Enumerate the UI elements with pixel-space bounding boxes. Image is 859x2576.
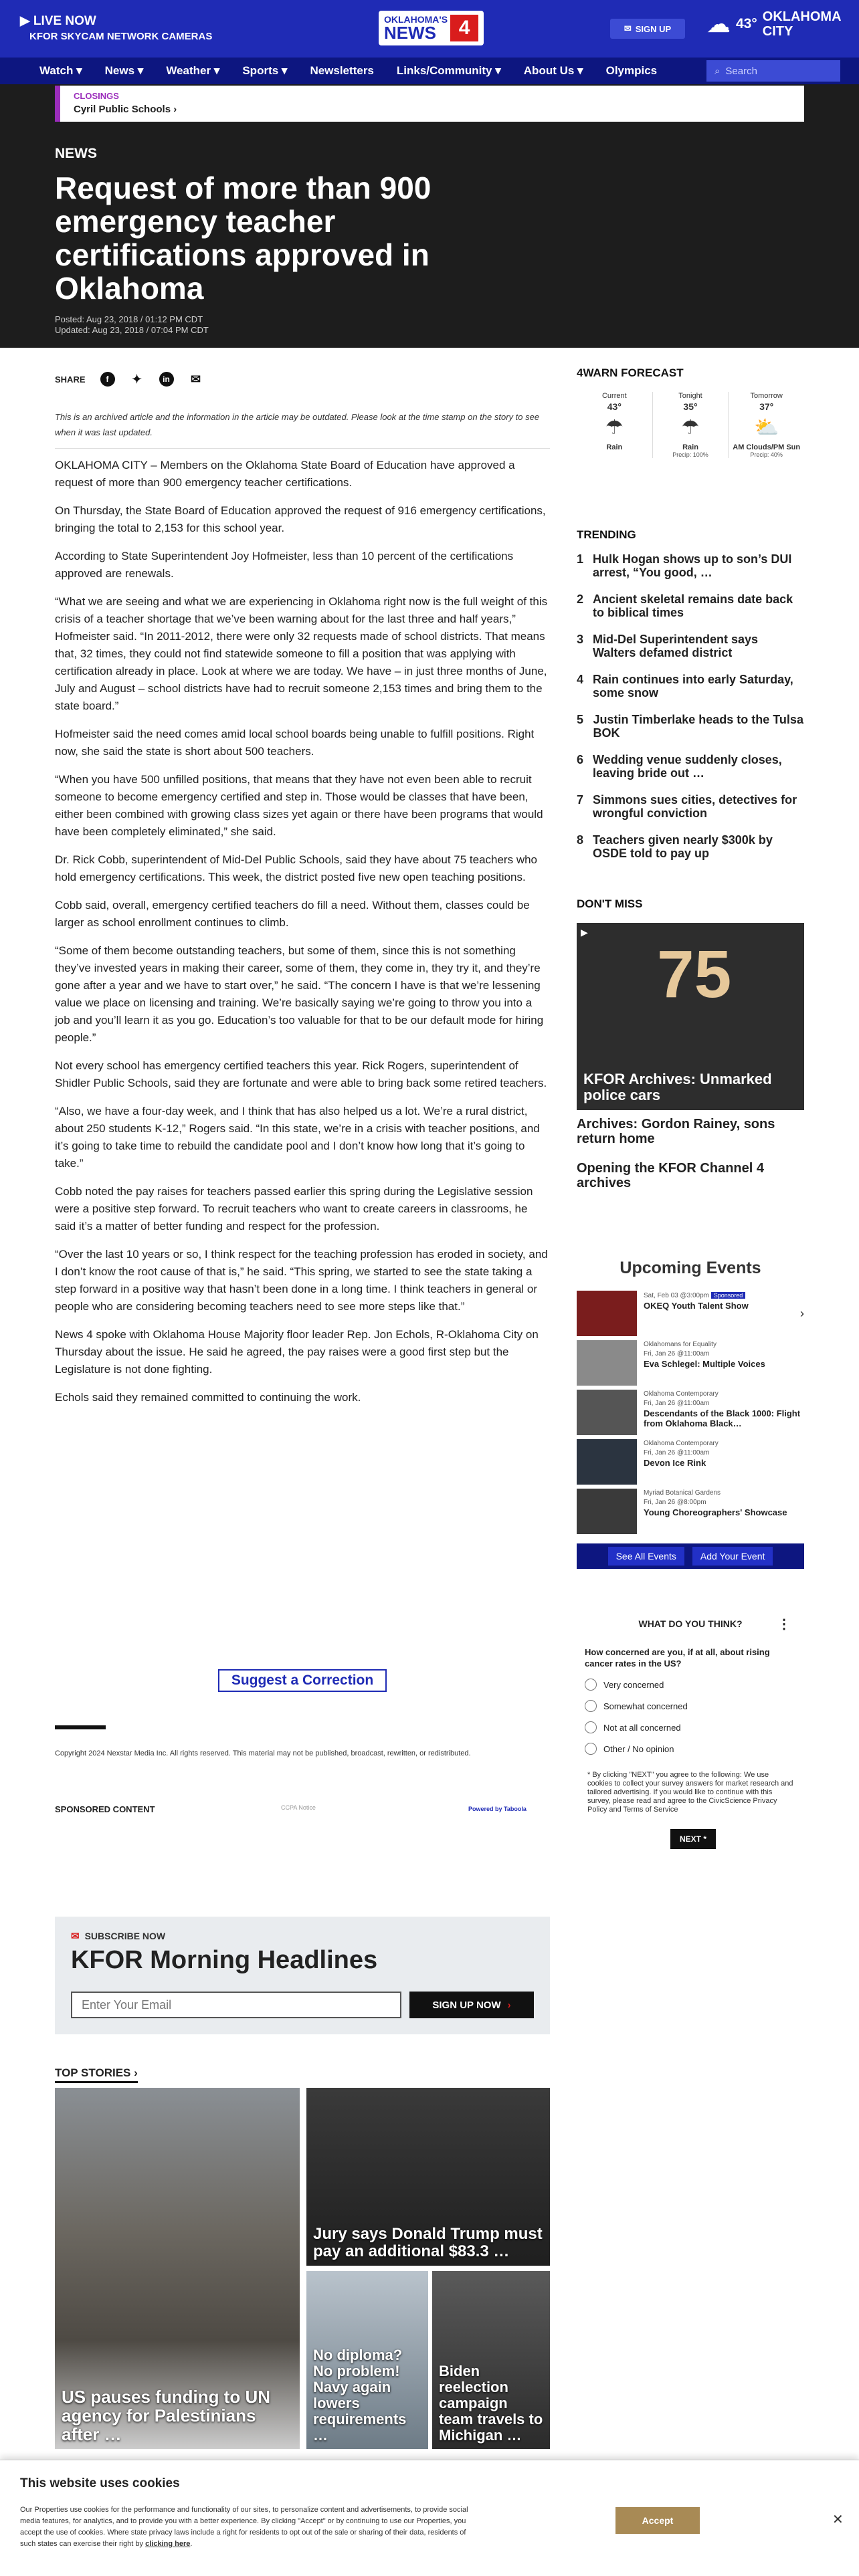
cookie-heading: This website uses cookies — [20, 2476, 180, 2490]
story-title: Biden reelection campaign team travels to Michigan … — [439, 2363, 543, 2444]
cookie-text: Our Properties use cookies for the performance and functionality of our sites, to personalize content and advertisements, to provide social media features, for analytics, and to provide you with a better experience. By clicking "Accept" or by continuing to use our Properties, you accept the use of cookies. Where state privacy laws include a right for residents to opt out of the sale or sharing of their data, residents of such states can exercise their right by clicking here. — [20, 2506, 468, 2548]
chevron-right-icon[interactable]: › — [800, 1306, 804, 1320]
forecast-widget[interactable] — [577, 392, 804, 458]
story-title: US pauses funding to UN agency for Palestinians after … — [62, 2387, 270, 2444]
trending-heading: TRENDING — [577, 528, 636, 541]
more-options-icon[interactable]: ⋮ — [777, 1617, 791, 1632]
site-header — [0, 0, 859, 58]
nav-sports[interactable]: Sports ▾ — [242, 64, 288, 77]
arrow-right-icon: › — [507, 1999, 511, 2011]
poll-question: How concerned are you, if at all, about rising cancer rates in the US? — [585, 1647, 770, 1669]
poll-widget — [577, 1618, 804, 1849]
event-item[interactable]: Oklahoma Contemporary Fri, Jan 26 @11:00am Descendants of the Black 1000: Flight from Oklahoma Black… — [577, 1390, 804, 1435]
search-icon: ⌕ — [714, 65, 721, 77]
main-nav — [0, 58, 859, 84]
poll-next-button[interactable]: NEXT * — [670, 1829, 716, 1849]
skycam-link[interactable]: KFOR SKYCAM NETWORK CAMERAS — [29, 31, 213, 42]
article-paragraph: “When you have 500 unfilled positions, that means that they have not even been able to recruit someone to become emergency certified and step in. Those would be classes that have been, either been combined with growing class sizes yet again or there have been programs that would have been completely eliminated,” she said. — [55, 773, 543, 838]
trending-item[interactable]: 6 Wedding venue suddenly closes, leaving bride out … — [577, 753, 782, 780]
nav-watch[interactable]: Watch ▾ — [39, 64, 82, 77]
event-thumbnail — [577, 1489, 637, 1534]
closings-label: CLOSINGS — [74, 91, 119, 101]
trending-item[interactable]: 4 Rain continues into early Saturday, some snow — [577, 673, 793, 700]
story-title: No diploma? No problem! Navy again lowers requirements … — [313, 2347, 407, 2444]
see-all-events-button[interactable]: See All Events — [608, 1547, 684, 1566]
play-icon: ▶ — [581, 927, 588, 938]
dont-miss-feature[interactable] — [577, 923, 804, 1110]
closings-item[interactable]: Cyril Public Schools › — [74, 104, 177, 115]
event-thumbnail — [577, 1390, 637, 1435]
event-thumbnail — [577, 1291, 637, 1336]
envelope-icon: ✉ — [71, 1931, 80, 1942]
forecast-heading[interactable]: 4WARN FORECAST — [577, 366, 684, 379]
radio-button[interactable] — [585, 1700, 597, 1712]
trending-item[interactable]: 5 Justin Timberlake heads to the Tulsa BOK — [577, 713, 803, 740]
weather-widget[interactable] — [706, 9, 842, 39]
newsletter-title: KFOR Morning Headlines — [71, 1946, 378, 1974]
copyright: Copyright 2024 Nexstar Media Inc. All rights reserved. This material may not be published, broadcast, rewritten, or redistributed. — [55, 1749, 471, 1757]
nav-olympics[interactable]: Olympics — [605, 64, 658, 77]
live-now-label: LIVE NOW — [33, 14, 96, 28]
event-thumbnail — [577, 1439, 637, 1485]
accept-cookies-button[interactable]: Accept — [615, 2507, 700, 2534]
dont-miss-heading: DON'T MISS — [577, 897, 643, 910]
upcoming-events-heading: Upcoming Events — [619, 1259, 761, 1277]
radio-button[interactable] — [585, 1721, 597, 1733]
article-paragraph: “Over the last 10 years or so, I think respect for the teaching profession has eroded in society, and I don’t know the root cause of that is,” he said. “This spring, we started to see the state taking a step forward in a positive way that hasn’t been done in a long time. I think teachers in general or people who are considering becoming teachers need to see more steps like that.” — [55, 1248, 548, 1313]
article-body — [55, 409, 550, 1417]
events-actions — [577, 1543, 804, 1569]
updated-date: Updated: Aug 23, 2018 / 07:04 PM CDT — [55, 325, 209, 335]
article-paragraph: Echols said they remained committed to continuing the work. — [55, 1391, 361, 1404]
article-title: Request of more than 900 emergency teacher certifications approved in Oklahoma — [55, 171, 432, 306]
share-bar — [55, 372, 203, 387]
event-thumbnail — [577, 1340, 637, 1386]
rain-icon: ☂ — [605, 417, 624, 439]
top-story-card[interactable] — [306, 2088, 550, 2266]
poll-fine-print: * By clicking "NEXT" you agree to the following: We use cookies to collect your survey answers for market research and tailored advertising. If you would like to continue with this survey, please read and agree to the CivicScience Privacy Policy and Terms of Service — [587, 1771, 793, 1814]
share-label: SHARE — [55, 374, 86, 385]
live-now-link[interactable]: ▶ LIVE NOW — [20, 14, 96, 28]
article-paragraph: “What we are seeing and what we are experiencing in Oklahoma right now is the full weight of this crisis of a teacher shortage that we’ve been warning about for the last three and half years,” Hofmeister said. “In 2011-2012, there were only 32 requests made of school districts. That means that, 32 times, they could not find statewide someone to fill a position that was applying with certification already in place. Look at where we are today. We have – in just three months of June, July and August – school districts have had to recruit someone 2,153 times and bring them to the state board.” — [55, 595, 548, 712]
poll-option[interactable]: Somewhat concerned — [585, 1700, 796, 1712]
top-story-card[interactable] — [432, 2271, 550, 2449]
article-paragraph: Dr. Rick Cobb, superintendent of Mid-Del Public Schools, said they have about 75 teachers who hold emergency certifications. This week, the district posted five new open teaching positions. — [55, 853, 538, 883]
nav-newsletters[interactable]: Newsletters — [310, 64, 374, 77]
site-logo[interactable] — [379, 11, 484, 45]
sign-up-button[interactable] — [610, 19, 685, 39]
anniversary-75-graphic: 75 — [657, 937, 732, 1012]
add-event-button[interactable]: Add Your Event — [692, 1547, 773, 1566]
logo-text: OKLAHOMA'S NEWS — [383, 14, 448, 43]
poll-heading: WHAT DO YOU THINK? — [638, 1618, 743, 1629]
email-input[interactable]: Enter Your Email — [71, 1992, 401, 2018]
top-story-card[interactable] — [55, 2088, 300, 2449]
sign-up-label: SIGN UP — [635, 23, 672, 34]
dont-miss-item[interactable]: Opening the KFOR Channel 4 archives — [577, 1161, 765, 1190]
nav-news[interactable]: News ▾ — [104, 64, 144, 77]
nav-weather[interactable]: Weather ▾ — [166, 64, 220, 77]
article-paragraph: Cobb said, overall, emergency certified teachers do fill a need. Without them, classes could be larger as school enrollment continues to climb. — [55, 899, 530, 929]
feature-title: KFOR Archives: Unmarked police cars — [583, 1071, 772, 1103]
rain-icon: ☂ — [681, 417, 700, 439]
facebook-icon[interactable]: f — [100, 372, 115, 387]
article-paragraph: Cobb noted the pay raises for teachers passed earlier this spring during the Legislative session were a positive step forward. To recruit teachers who want to create careers in classrooms, he said it’s a matter of better funding and respect for the profession. — [55, 1185, 533, 1232]
forecast-tomorrow: Tomorrow 37° ⛅ AM Clouds/PM Sun Precip: 40% — [733, 392, 801, 458]
poll-option[interactable]: Other / No opinion — [585, 1743, 796, 1755]
sponsored-badge: Sponsored — [711, 1292, 746, 1299]
trending-item[interactable]: 7 Simmons sues cities, detectives for wrongful conviction — [577, 793, 797, 820]
article-paragraph: News 4 spoke with Oklahoma House Majority floor leader Rep. Jon Echols, R-Oklahoma City on Thursday about the issue. He said he agreed, the pay raises were a good first step but the Legislature is not done fighting. — [55, 1328, 539, 1376]
poll-option[interactable]: Very concerned — [585, 1679, 796, 1691]
close-icon[interactable]: ✕ — [832, 2512, 844, 2527]
divider — [55, 1725, 106, 1729]
article-paragraph: Hofmeister said the need comes amid local school boards being unable to fulfill positions. Right now, she said the state is short about 500 teachers. — [55, 728, 535, 758]
ccpa-notice-link[interactable]: CCPA Notice — [281, 1804, 316, 1811]
trending-item[interactable]: 8 Teachers given nearly $300k by OSDE told to pay up — [577, 833, 773, 860]
taboola-link[interactable]: Powered by Taboola — [468, 1806, 527, 1812]
article-paragraph: Not every school has emergency certified teachers this year. Rick Rogers, superintendent of Shidler Public Schools, said they are fortunate and were able to bring back some retired teachers. — [55, 1059, 547, 1089]
story-title: Jury says Donald Trump must pay an additional $83.3 … — [313, 2225, 543, 2260]
posted-date: Posted: Aug 23, 2018 / 01:12 PM CDT — [55, 314, 203, 324]
newsletter-signup-button[interactable]: SIGN UP NOW › — [409, 1992, 534, 2018]
radio-button[interactable] — [585, 1743, 597, 1755]
radio-button[interactable] — [585, 1679, 597, 1691]
newsletter-signup — [55, 1917, 550, 2034]
subscribe-label: ✉ SUBSCRIBE NOW — [71, 1931, 166, 1942]
linkedin-icon[interactable]: in — [159, 372, 174, 387]
opt-out-link[interactable]: clicking here — [145, 2540, 191, 2548]
article-paragraph: “Some of them become outstanding teachers, but some of them, since this is not something they’ve invested years in making their career, some of them, they come in, they try it, and they’re gone after a year and we have to start over,” he said. “The concern I have is that we’re lessening value we place on licensing and training. We’re basically saying we’re going to throw you into a job and you’ll learn it as you go. Education’s too valuable for that to be our default mode for hiring people.” — [55, 944, 544, 1044]
search-input[interactable] — [706, 60, 840, 82]
dont-miss-item[interactable]: Archives: Gordon Rainey, sons return home — [577, 1117, 775, 1146]
event-item[interactable]: Oklahomans for Equality Fri, Jan 26 @11:00am Eva Schlegel: Multiple Voices — [577, 1340, 804, 1386]
trending-item[interactable]: 1 Hulk Hogan shows up to son’s DUI arrest, “You good, … — [577, 552, 792, 579]
article-paragraph: On Thursday, the State Board of Education approved the request of 916 emergency certifications, bringing the total to 2,153 for this school year. — [55, 504, 546, 534]
event-item[interactable]: Oklahoma Contemporary Fri, Jan 26 @11:00am Devon Ice Rink — [577, 1439, 804, 1485]
article-paragraph: OKLAHOMA CITY – Members on the Oklahoma State Board of Education have approved a request of more than 900 emergency teacher certifications. — [55, 459, 515, 489]
poll-option[interactable]: Not at all concerned — [585, 1721, 796, 1733]
archived-note: This is an archived article and the information in the article may be outdated. Please look at the time stamp on the story to see when it was last updated. — [55, 409, 550, 449]
closings-banner[interactable] — [55, 86, 804, 122]
cloud-rain-icon: ☁ — [706, 10, 731, 37]
article-paragraph: According to State Superintendent Joy Hofmeister, less than 10 percent of the certifications approved are renewals. — [55, 550, 514, 580]
trending-item[interactable]: 3 Mid-Del Superintendent says Walters defamed district — [577, 633, 759, 659]
search-placeholder: Search — [725, 65, 757, 77]
current-temperature: 43° — [736, 16, 757, 31]
nav-about-us[interactable]: About Us ▾ — [523, 64, 583, 77]
nav-links-community[interactable]: Links/Community ▾ — [396, 64, 501, 77]
cookie-banner — [0, 2460, 859, 2576]
event-item[interactable]: Myriad Botanical Gardens Fri, Jan 26 @8:00pm Young Choreographers' Showcase — [577, 1489, 804, 1534]
article-category[interactable]: NEWS — [55, 146, 97, 161]
forecast-current: Current 43° ☂ Rain — [577, 392, 653, 458]
article-paragraph: “Also, we have a four-day week, and I think that has also helped us a lot. We’re a rural district, about 250 students K-12,” Rogers said. “In this state, we’re in a crisis with teacher positions, and it’s going to take time to rebuild the candidate pool and I don’t know how long that it’s going to take.” — [55, 1105, 540, 1170]
twitter-icon[interactable]: ✦ — [131, 372, 142, 386]
suggest-correction-button[interactable]: Suggest a Correction — [218, 1669, 387, 1692]
sponsored-heading: SPONSORED CONTENT — [55, 1804, 155, 1814]
event-item[interactable]: Sat, Feb 03 @3:00pm Sponsored OKEQ Youth Talent Show › — [577, 1291, 804, 1336]
partly-cloudy-icon: ⛅ — [754, 417, 779, 439]
top-story-card[interactable] — [306, 2271, 428, 2449]
top-stories-heading[interactable]: TOP STORIES › — [55, 2066, 138, 2083]
email-icon[interactable]: ✉ — [190, 372, 201, 386]
forecast-tonight: Tonight 35° ☂ Rain Precip: 100% — [653, 392, 729, 458]
logo-number: 4 — [450, 15, 478, 41]
weather-city: OKLAHOMA CITY — [762, 9, 842, 39]
article-dates — [55, 314, 209, 336]
trending-item[interactable]: 2 Ancient skeletal remains date back to biblical times — [577, 593, 793, 619]
mail-icon: ✉ — [624, 23, 632, 33]
